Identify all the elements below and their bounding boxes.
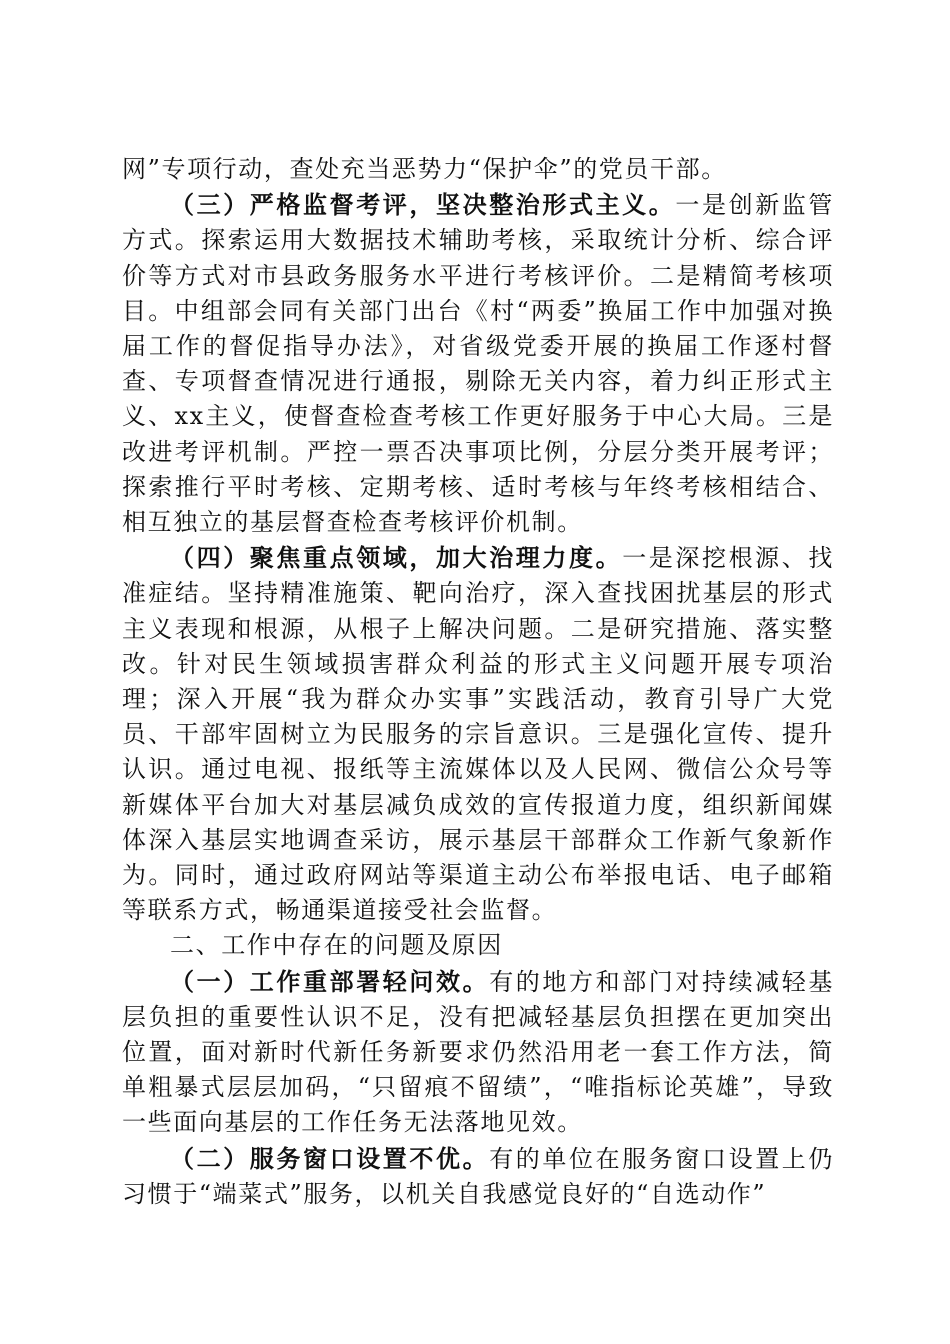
paragraph-body: 有的单位在服务窗口设置上仍习惯于“端菜式”服务，以机关自我感觉良好的“自选动作” <box>122 1144 834 1208</box>
paragraph-lead: （一）工作重部署轻问效。 <box>170 966 490 996</box>
section-heading: 二、工作中存在的问题及原因 <box>170 931 503 960</box>
paragraph-item-4 <box>122 540 834 928</box>
paragraph-body: 一是创新监管方式。探索运用大数据技术辅助考核，采取统计分析、综合评价等方式对市县政务服务水平进行考核评价。二是精简考核项目。中组部会同有关部门出台《村“两委”换届工作中加强对换届工作的督促指导办法》，对省级党委开展的换届工作逐村督查、专项督查情况进行通报，剔除无关内容，着力纠正形式主义、xx主义，使督查检查考核工作更好服务于中心大局。三是改进考评机制。严控一票否决事项比例，分层分类开展考评；探索推行平时考核、定期考核、适时考核与年终考核相结合、相互独立的基层督查检查考核评价机制。 <box>122 191 834 537</box>
document-page <box>122 152 834 1212</box>
paragraph-lead: （二）服务窗口设置不优。 <box>170 1143 490 1173</box>
paragraph-lead: （三）严格监督考评，坚决整治形式主义。 <box>170 190 676 220</box>
paragraph-body: 有的地方和部门对持续减轻基层负担的重要性认识不足，没有把减轻基层负担摆在更加突出位置，面对新时代新任务新要求仍然沿用老一套工作方法，简单粗暴式层层加码，“只留痕不留绩”，“唯指标论英雄”，导致一些面向基层的工作任务无法落地见效。 <box>122 967 834 1137</box>
paragraph-item-1 <box>122 964 834 1141</box>
paragraph-item-3 <box>122 187 834 540</box>
paragraph-item-2 <box>122 1141 834 1212</box>
paragraph-body: 一是深挖根源、找准症结。坚持精准施策、靶向治疗，深入查找困扰基层的形式主义表现和根源，从根子上解决问题。二是研究措施、落实整改。针对民生领域损害群众利益的形式主义问题开展专项治理；深入开展“我为群众办实事”实践活动，教育引导广大党员、干部牢固树立为民服务的宗旨意识。三是强化宣传、提升认识。通过电视、报纸等主流媒体以及人民网、微信公众号等新媒体平台加大对基层减负成效的宣传报道力度，组织新闻媒体深入基层实地调查采访，展示基层干部群众工作新气象新作为。同时，通过政府网站等渠道主动公布举报电话、电子邮箱等联系方式，畅通渠道接受社会监督。 <box>122 544 834 925</box>
paragraph-lead: （四）聚焦重点领域，加大治理力度。 <box>170 543 623 573</box>
paragraph-body: 网”专项行动，查处充当恶势力“保护伞”的党员干部。 <box>122 155 727 183</box>
paragraph-continuation <box>122 152 834 187</box>
